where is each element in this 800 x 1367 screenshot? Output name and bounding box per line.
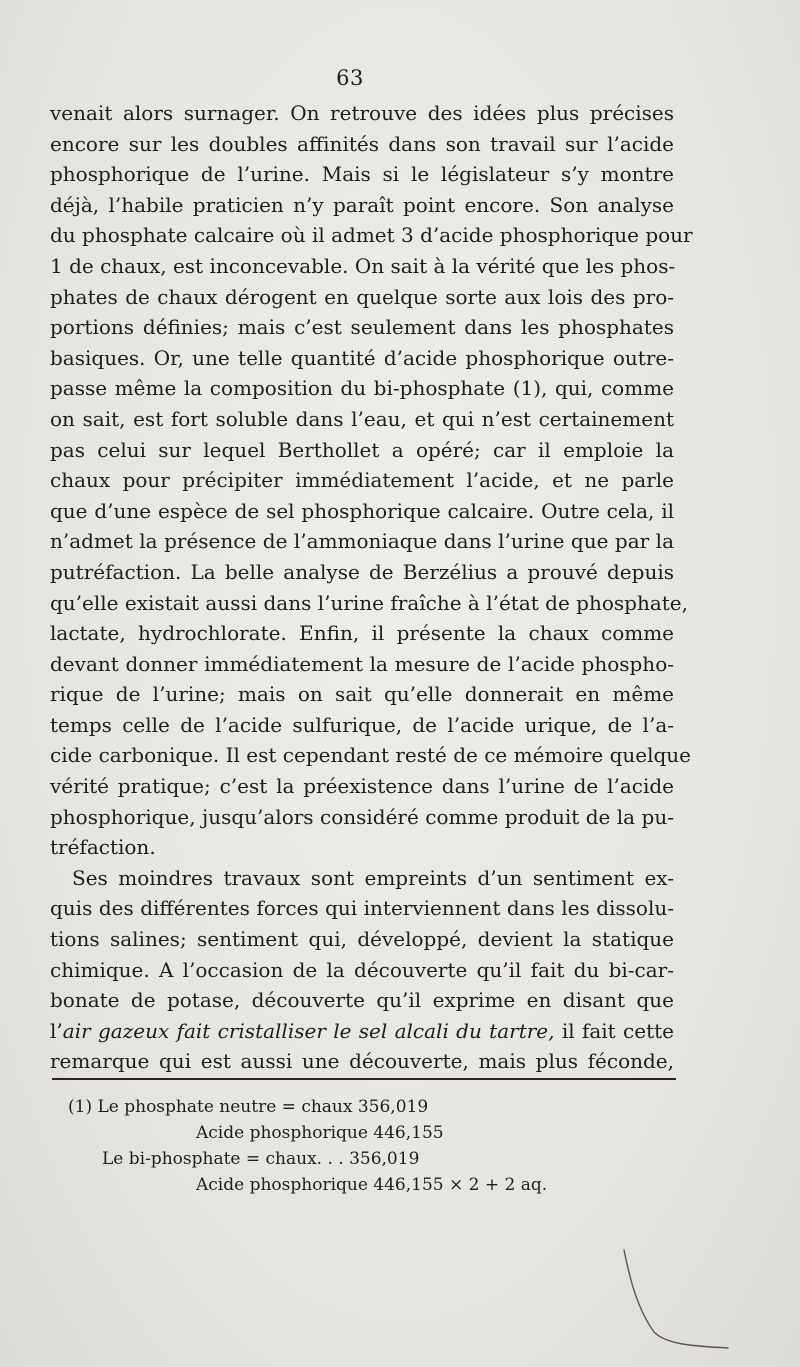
text-line: devant donner immédiatement la mesure de l’acide phospho- <box>50 651 674 676</box>
italic-line-pre: l’ <box>50 1018 63 1043</box>
text-line: phates de chaux dérogent en quelque sorte aux lois des pro- <box>50 284 674 309</box>
text-line: déjà, l’habile praticien n’y paraît point encore. Son analyse <box>50 192 674 217</box>
main-text <box>50 98 693 1077</box>
text-line: rique de l’urine; mais on sait qu’elle donnerait en même <box>50 682 674 707</box>
text-line: du phosphate calcaire où il admet 3 d’acide phosphorique pour <box>50 223 693 248</box>
text-line: portions définies; mais c’est seulement dans les phosphates <box>50 315 674 340</box>
text-line: chaux pour précipiter immédiatement l’acide, et ne parle <box>50 468 674 493</box>
text-line: phosphorique, jusqu’alors considéré comme produit de la pu- <box>50 804 674 829</box>
text-line: basiques. Or, une telle quantité d’acide phosphorique outre- <box>50 345 674 370</box>
text-line: bonate de potase, découverte qu’il exprime en disant que <box>50 988 674 1013</box>
text-line: phosphorique de l’urine. Mais si le législateur s’y montre <box>50 162 674 187</box>
text-line: quis des différentes forces qui interviennent dans les dissolu- <box>50 896 674 921</box>
text-line: 1 de chaux, est inconcevable. On sait à la vérité que les phos- <box>50 253 676 278</box>
text-line: remarque qui est aussi une découverte, mais plus féconde, <box>50 1049 674 1074</box>
footnote-line: Acide phosphorique 446,155 × 2 + 2 aq. <box>196 1175 548 1195</box>
text-line: que d’une espèce de sel phosphorique calcaire. Outre cela, il <box>50 498 674 523</box>
text-line: on sait, est fort soluble dans l’eau, et qui n’est certainement <box>50 406 674 431</box>
paragraph-end-line: tréfaction. <box>50 835 156 860</box>
text-line: putréfaction. La belle analyse de Berzélius a prouvé depuis <box>50 559 674 584</box>
footnote-line: Le bi-phosphate = chaux. . . 356,019 <box>102 1149 420 1169</box>
italic-line-post: il fait cette <box>554 1018 674 1043</box>
footnote-rule <box>52 1078 676 1080</box>
text-line: vérité pratique; c’est la préexistence dans l’urine de l’acide <box>50 774 674 799</box>
text-line: temps celle de l’acide sulfurique, de l’acide urique, de l’a- <box>50 712 674 737</box>
text-line: cide carbonique. Il est cependant resté de ce mémoire quelque <box>50 743 692 768</box>
text-line: venait alors surnager. On retrouve des idées plus précises <box>50 101 674 125</box>
footnote-line: Acide phosphorique 446,155 <box>196 1123 444 1143</box>
text-line: qu’elle existait aussi dans l’urine fraîche à l’état de phosphate, <box>50 590 688 615</box>
footnote-line: (1) Le phosphate neutre = chaux 356,019 <box>68 1097 429 1117</box>
page-number: 63 <box>336 66 364 90</box>
text-line: encore sur les doubles affinités dans son travail sur l’acide <box>50 131 674 156</box>
italic-text-line <box>50 1016 674 1047</box>
text-line: passe même la composition du bi-phosphate (1), qui, comme <box>50 376 674 401</box>
pencil-mark <box>610 1220 750 1360</box>
text-line: chimique. A l’occasion de la découverte qu’il fait du bi-car- <box>50 957 674 982</box>
text-line: tions salines; sentiment qui, développé, devient la statique <box>50 927 674 952</box>
text-line: n’admet la présence de l’ammoniaque dans l’urine que par la <box>50 529 674 554</box>
text-line: pas celui sur lequel Berthollet a opéré; car il emploie la <box>50 437 674 462</box>
footnote <box>68 1094 628 1198</box>
paragraph-start-line: Ses moindres travaux sont empreints d’un sentiment ex- <box>72 865 674 890</box>
italic-quote: air gazeux fait cristalliser le sel alcali du tartre, <box>62 1018 555 1043</box>
text-line: lactate, hydrochlorate. Enfin, il présente la chaux comme <box>50 621 674 646</box>
